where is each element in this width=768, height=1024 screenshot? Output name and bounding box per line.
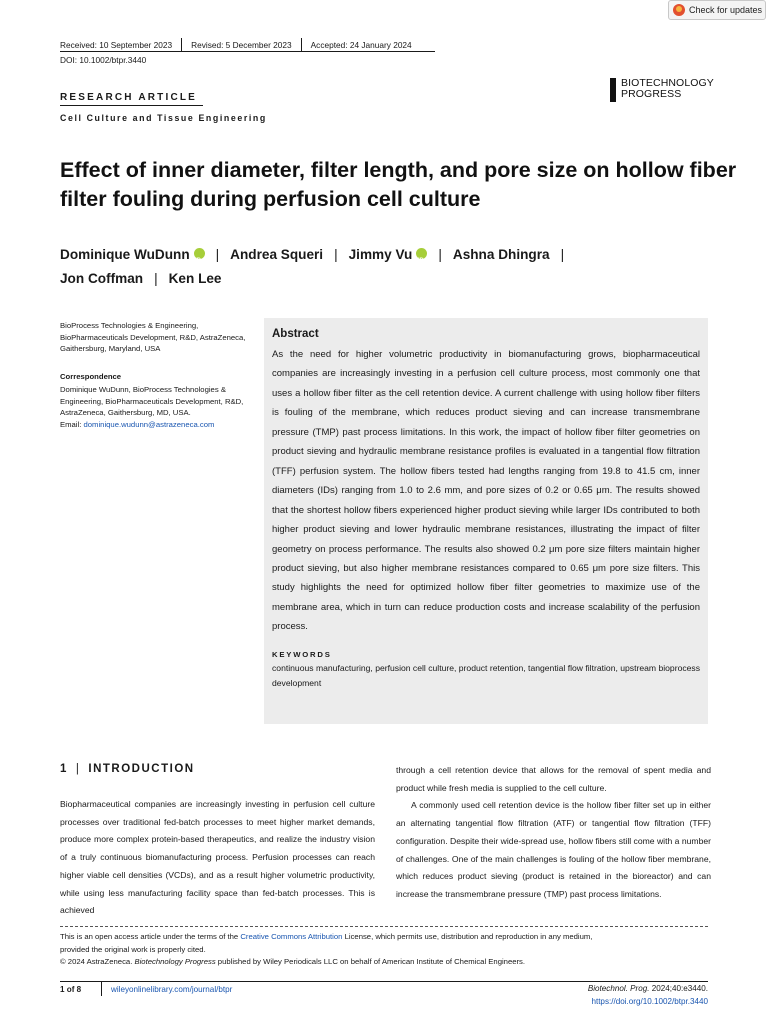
- article-dates: [60, 38, 412, 52]
- correspondence-text: Dominique WuDunn, BioProcess Technologies & Engineering, BioPharmaceuticals Development, R&D, AstraZeneca, Gaithersburg, MD, USA.: [60, 385, 244, 418]
- body-paragraph: Biopharmaceutical companies are increasingly investing in perfusion cell culture processes over traditional fed-batch processes to meet higher market demands, produce more complex protein-based therapeutics, and realize the industry vision of a truly continuous biomanufacturing process. Perfusion processes can reach higher viable cell densities (VCDs), and as a result higher volumetric productivity, while using less manufacturing facility space than fed-batch processes. This is achieved: [60, 799, 375, 916]
- article-type: RESEARCH ARTICLE: [60, 92, 198, 103]
- creative-commons-link[interactable]: Creative Commons Attribution: [240, 932, 343, 941]
- journal-name: Biotechnology Progress: [134, 957, 216, 967]
- cite-volume: 2024;40:e3440.: [649, 984, 708, 993]
- author-name[interactable]: Dominique WuDunn: [60, 247, 190, 262]
- journal-logo-line2: PROGRESS: [621, 87, 682, 100]
- orcid-icon[interactable]: [416, 248, 427, 259]
- license-notice: [60, 931, 710, 969]
- copyright-text: © 2024 AstraZeneca.: [60, 957, 135, 967]
- journal-site-link[interactable]: wileyonlinelibrary.com/journal/btpr: [111, 985, 233, 994]
- article-title: Effect of inner diameter, filter length, and pore size on hollow fiber filter fouling during perfusion cell culture: [60, 158, 737, 211]
- author-name[interactable]: Ashna Dhingra: [452, 247, 550, 262]
- section-heading: 1 | INTRODUCTION: [60, 763, 195, 775]
- author-list: Dominique WuDunniD | Andrea Squeri | Jimmy VuiD | Ashna Dhingra | Jon Coffman | Ken Lee: [60, 243, 720, 291]
- author-name[interactable]: Jimmy Vu: [348, 247, 413, 262]
- footer-divider: [60, 981, 708, 982]
- check-for-updates-button[interactable]: [668, 0, 766, 20]
- body-column-right: [396, 762, 711, 904]
- journal-logo-line1: BIOTECHNOLOGY: [621, 77, 714, 89]
- cite-journal: Biotechnol. Prog.: [587, 984, 650, 993]
- correspondence-heading: Correspondence: [60, 372, 122, 381]
- page-number: 1 of 8: [60, 985, 82, 994]
- author-name[interactable]: Jon Coffman: [60, 271, 144, 286]
- received-date: Received: 10 September 2023: [60, 40, 173, 50]
- crossmark-icon: [673, 4, 685, 16]
- orcid-icon[interactable]: [194, 248, 205, 259]
- keywords-text: continuous manufacturing, perfusion cell culture, product retention, tangential flow filtration, upstream bioprocess development: [272, 662, 701, 689]
- body-paragraph-continued: through a cell retention device that allows for the removal of spent media and product while fresh media is supplied to the cell culture.: [396, 765, 711, 793]
- abstract-box: [264, 318, 708, 724]
- journal-logo: [610, 78, 714, 102]
- license-text: provided the original work is properly cited.: [60, 944, 206, 954]
- header-divider: [60, 51, 435, 52]
- body-paragraph: A commonly used cell retention device is the hollow fiber filter set up in either an alternating tangential flow filtration (ATF) or tangential flow filtration (TFF) configuration. Despite their wide-spread use, hollow fibers still come with a number of challenges. One of the main challenges is fouling of the hollow fiber membrane, which reduces product sieving (product is retained in the bioreactor) and can increase the transmembrane pressure (TMP) past process limitations.: [396, 800, 711, 899]
- author-name[interactable]: Andrea Squeri: [230, 247, 324, 262]
- copyright-text: published by Wiley Periodicals LLC on behalf of American Institute of Chemical Engineers.: [215, 957, 526, 967]
- doi-link[interactable]: https://doi.org/10.1002/btpr.3440: [591, 996, 708, 1006]
- abstract-text: As the need for higher volumetric productivity in biomanufacturing grows, biopharmaceutical companies are increasingly investing in a perfusion cell culture process, most commonly one that uses a hollow fiber filter as the cell retention device. A current challenge with using hollow fiber filters is fouling of the membrane, which reduces product sieving and can increase transmembrane pressure (TMP) past process limitations. In this work, the impact of hollow fiber filter geometries on product sieving and hydraulic membrane resistance profiles is evaluated in a tangential flow filtration (TFF) perfusion system. The hollow fibers tested had lengths ranging from 19.8 to 41.5 cm, inner diameters (IDs) ranging from 1.0 to 2.6 mm, and pore sizes of 0.2 or 0.65 μm. The results showed that the shortest hollow fibers experienced higher product sieving while larger IDs contributed to both higher product sieving and lower hydraulic membrane resistances, illustrating the impact of filter geometry on process performance. The results also showed 0.2 μm pore size filters maintain higher product sieving, but also higher membrane resistances compared to 0.65 μm pore size filters. This study highlights the need for optimized hollow fiber filter geometries to maximize use of the membrane area, which in turn can reduce production costs and increase scalability of the perfusion process.: [272, 349, 700, 633]
- license-text: License, which permits use, distribution and reproduction in any medium,: [342, 932, 593, 941]
- body-column-left: [60, 796, 375, 920]
- footnote-divider: [60, 926, 708, 927]
- accepted-date: Accepted: 24 January 2024: [310, 40, 412, 50]
- article-subject: Cell Culture and Tissue Engineering: [60, 113, 267, 123]
- article-type-underline: [60, 105, 203, 106]
- keywords-heading: KEYWORDS: [272, 649, 332, 659]
- correspondence: [60, 384, 250, 431]
- affiliation: BioProcess Technologies & Engineering, BioPharmaceuticals Development, R&D, AstraZeneca, Gaithersburg, Maryland, USA: [60, 321, 246, 354]
- check-for-updates-label: Check for updates: [689, 5, 763, 15]
- email-link[interactable]: dominique.wudunn@astrazeneca.com: [83, 420, 215, 430]
- article-doi: DOI: 10.1002/btpr.3440: [60, 55, 147, 65]
- author-name[interactable]: Ken Lee: [168, 271, 222, 286]
- footer-separator: [101, 982, 102, 996]
- section-title: INTRODUCTION: [88, 763, 195, 775]
- email-label: Email:: [60, 420, 84, 430]
- abstract-heading: Abstract: [272, 328, 319, 340]
- citation: [588, 983, 708, 1008]
- section-number: 1: [60, 763, 68, 775]
- revised-date: Revised: 5 December 2023: [191, 40, 292, 50]
- license-text: This is an open access article under the terms of the: [60, 932, 241, 941]
